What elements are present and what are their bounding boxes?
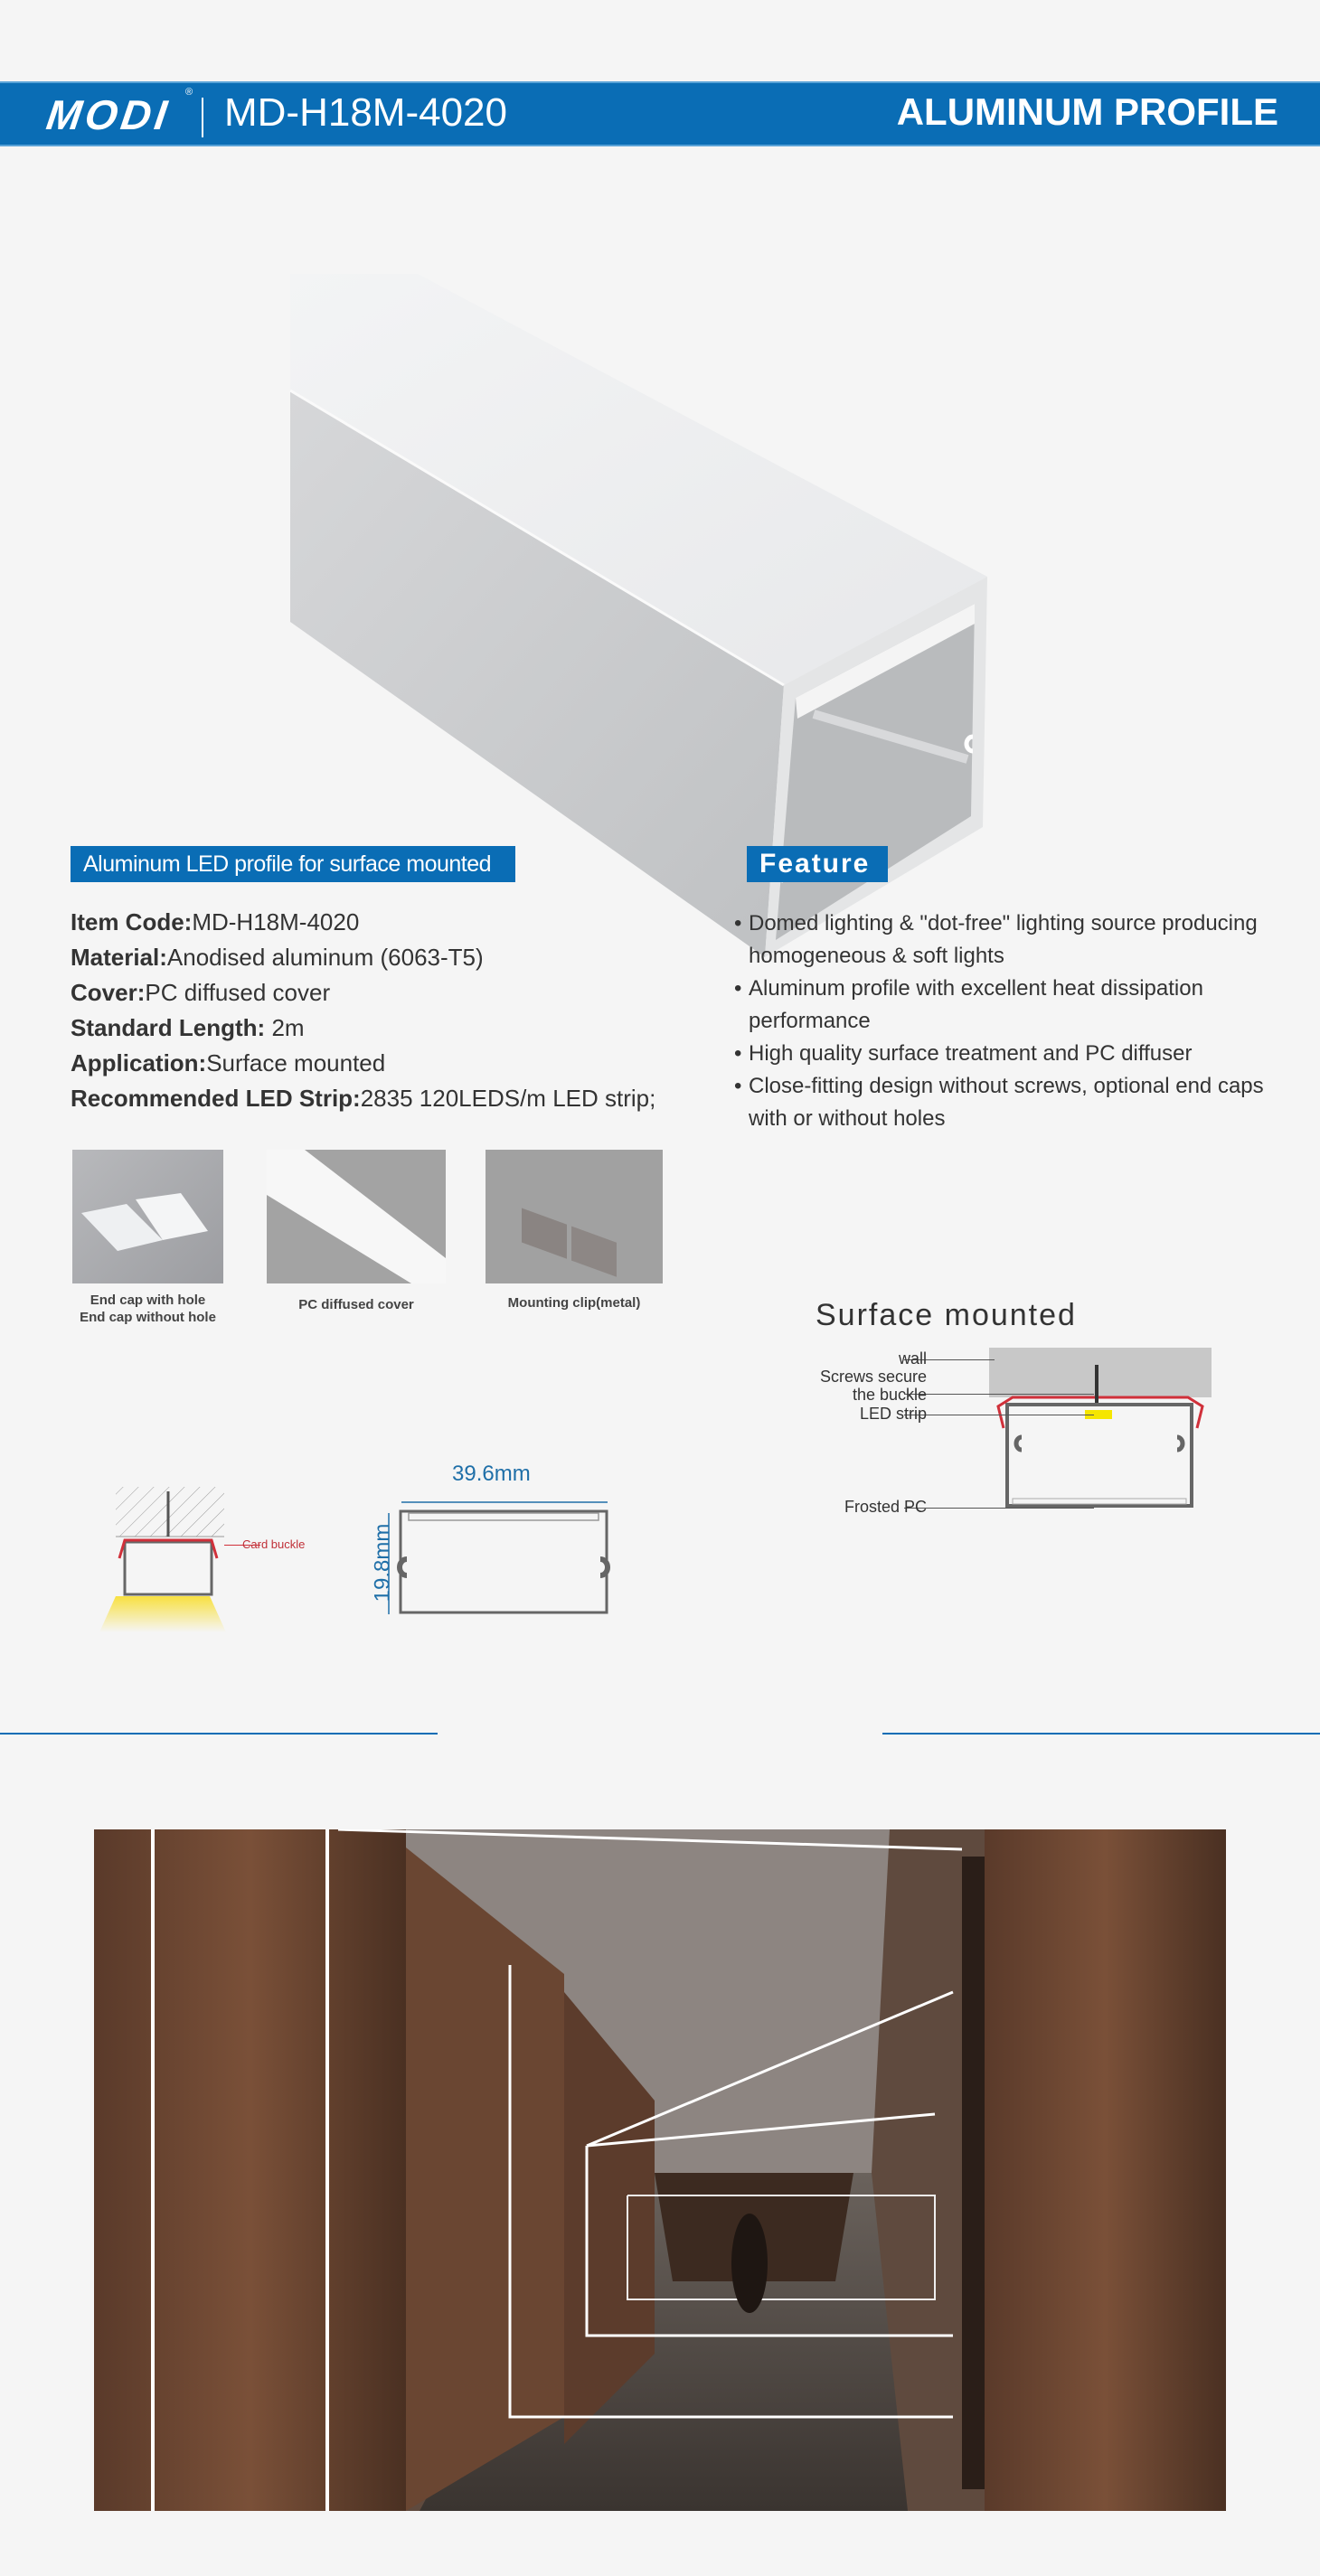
brand-logo: MODI <box>43 91 174 138</box>
spec-length: Standard Length: 2m <box>71 1014 305 1041</box>
feature-title: Feature <box>747 846 888 882</box>
section-divider-left <box>0 1733 438 1735</box>
feature-item: • Aluminum profile with excellent heat dissipation performance <box>734 973 1277 1038</box>
application-photo <box>94 1829 1226 2511</box>
leader-screws <box>904 1394 1094 1395</box>
feature-item: • Close-fitting design without screws, optional end caps with or without holes <box>734 1070 1277 1135</box>
profile-dimension-drawing <box>380 1491 615 1618</box>
label-wall: wall <box>898 1349 927 1368</box>
caption-mounting-clip: Mounting clip(metal) <box>507 1295 641 1311</box>
card-buckle-label: Card buckle <box>242 1537 306 1551</box>
label-led-strip: LED strip <box>859 1405 927 1423</box>
spec-application: Application:Surface mounted <box>71 1049 386 1076</box>
dimension-height: 19.8mm <box>370 1523 395 1603</box>
model-number: MD-H18M-4020 <box>224 90 507 135</box>
spec-material: Material:Anodised aluminum (6063-T5) <box>71 944 484 971</box>
registered-mark: ® <box>185 87 193 98</box>
spec-cover: Cover:PC diffused cover <box>71 979 331 1006</box>
mounting-clip-image <box>486 1150 663 1283</box>
header-divider <box>202 98 203 137</box>
feature-item: • High quality surface treatment and PC diffuser <box>734 1038 1277 1070</box>
spec-item-code: Item Code:MD-H18M-4020 <box>71 908 360 935</box>
caption-pc-cover: PC diffused cover <box>298 1297 414 1312</box>
surface-mounted-diagram <box>985 1347 1221 1518</box>
product-category: ALUMINUM PROFILE <box>896 90 1278 133</box>
end-cap-image <box>72 1150 223 1283</box>
label-screws-2: the buckle <box>852 1386 927 1404</box>
caption-end-cap: End cap with hole End cap without hole <box>80 1293 216 1325</box>
pc-cover-image <box>267 1150 446 1283</box>
installation-title: Surface mounted <box>816 1298 1077 1332</box>
label-screws-1: Screws secure <box>819 1368 927 1386</box>
section-divider-right <box>882 1733 1320 1735</box>
label-frosted-pc: Frosted PC <box>844 1498 927 1516</box>
dimension-width: 39.6mm <box>452 1462 531 1486</box>
header-bar <box>0 81 1320 146</box>
feature-item: • Domed lighting & "dot-free" lighting source producing homogeneous & soft lights <box>734 907 1277 973</box>
leader-frosted <box>904 1508 1094 1509</box>
specs-title: Aluminum LED profile for surface mounted <box>71 846 515 882</box>
spec-led-strip: Recommended LED Strip:2835 120LEDS/m LED strip; <box>71 1085 656 1112</box>
